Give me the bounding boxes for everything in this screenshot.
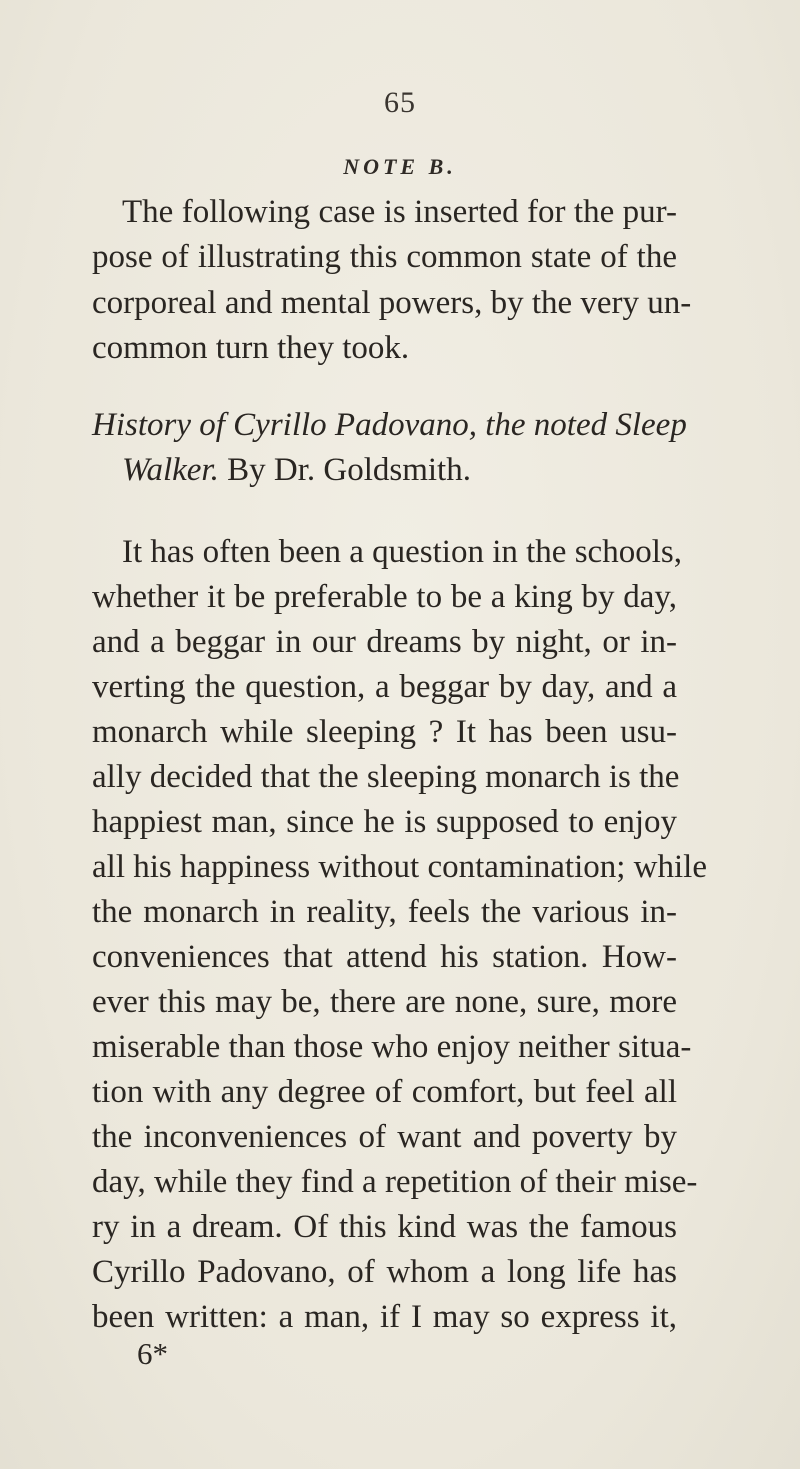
body-line: day, while they find a repetition of their mise- (92, 1164, 698, 1200)
body-line: It has often been a question in the schools, (122, 534, 682, 570)
body-line: tion with any degree of comfort, but feel all (92, 1074, 677, 1110)
body-line: been written: a man, if I may so express it, (92, 1299, 677, 1335)
body-line: monarch while sleeping ? It has been usu- (92, 714, 677, 750)
intro-line: corporeal and mental powers, by the very un- (92, 285, 692, 321)
body-line: the monarch in reality, feels the various in- (92, 894, 677, 930)
body-line: Cyrillo Padovano, of whom a long life has (92, 1254, 677, 1290)
note-heading: NOTE B. (343, 154, 457, 179)
author-credit: By Dr. Goldsmith. (218, 452, 471, 488)
body-line: ever this may be, there are none, sure, more (92, 984, 677, 1020)
intro-line: The following case is inserted for the pur- (122, 194, 677, 230)
body-line: miserable than those who enjoy neither situa- (92, 1029, 692, 1065)
title-line (122, 448, 471, 493)
title-italic-part: Walker. (122, 452, 219, 488)
signature-mark: 6* (137, 1336, 168, 1371)
body-line: conveniences that attend his station. How- (92, 939, 677, 975)
body-line: ally decided that the sleeping monarch is the (92, 759, 680, 795)
page-number: 65 (384, 86, 416, 119)
intro-line: pose of illustrating this common state of the (92, 239, 677, 275)
body-line: and a beggar in our dreams by night, or in- (92, 624, 677, 660)
body-line: all his happiness without contamination; while (92, 849, 707, 885)
body-line: happiest man, since he is supposed to enjoy (92, 804, 677, 840)
intro-line: common turn they took. (92, 330, 410, 366)
title-line: History of Cyrillo Padovano, the noted Sleep (92, 407, 687, 443)
body-line: verting the question, a beggar by day, and a (92, 669, 677, 705)
body-line: whether it be preferable to be a king by day, (92, 579, 677, 615)
body-line: ry in a dream. Of this kind was the famous (92, 1209, 677, 1245)
body-line: the inconveniences of want and poverty by (92, 1119, 677, 1155)
